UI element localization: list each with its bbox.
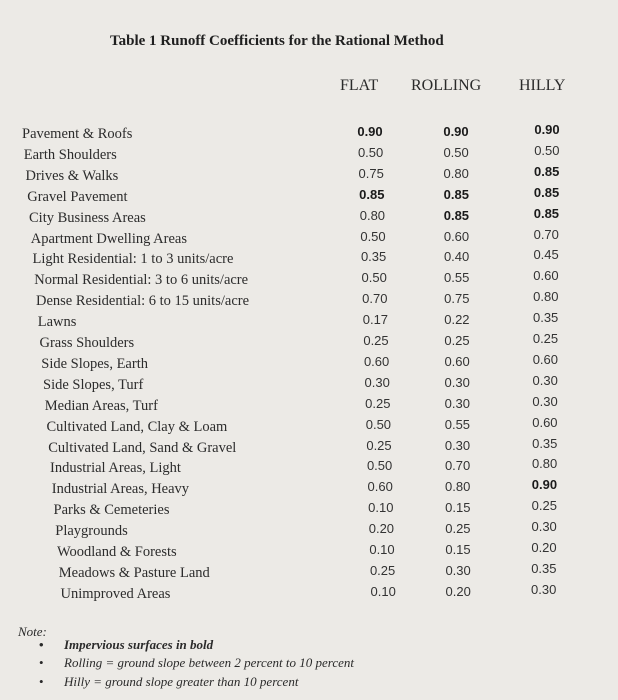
rolling-value: 0.60 (444, 353, 470, 369)
hilly-value: 0.90 (534, 122, 560, 137)
flat-value: 0.25 (363, 333, 389, 348)
flat-value: 0.60 (363, 353, 390, 369)
flat-value: 0.10 (368, 500, 394, 516)
flat-value: 0.25 (369, 562, 396, 578)
rolling-value: 0.20 (445, 583, 471, 599)
table-title: Table 1 Runoff Coefficients for the Rational Method (110, 33, 444, 49)
hilly-value: 0.70 (533, 226, 559, 242)
row-label: Gravel Pavement (27, 188, 128, 205)
row-label: Industrial Areas, Heavy (51, 481, 190, 498)
row-label: Unimproved Areas (60, 585, 171, 602)
rolling-value: 0.15 (445, 500, 471, 516)
rolling-value: 0.55 (444, 416, 471, 432)
rolling-value: 0.85 (443, 186, 469, 202)
flat-value: 0.75 (358, 165, 384, 181)
rolling-value: 0.40 (443, 249, 470, 265)
bullet-dot: • (39, 674, 44, 689)
flat-value: 0.80 (359, 207, 386, 223)
row-label: Playgrounds (55, 523, 128, 540)
note-bullet-text: Rolling = ground slope between 2 percent to 10 percent (64, 655, 355, 670)
row-label: Grass Shoulders (39, 335, 135, 351)
hilly-value: 0.80 (531, 456, 558, 472)
rolling-value: 0.22 (444, 312, 470, 328)
flat-value: 0.20 (368, 521, 395, 537)
rolling-value: 0.25 (445, 521, 471, 537)
note-bullet (39, 637, 214, 653)
flat-value: 0.50 (365, 416, 392, 432)
flat-value: 0.60 (367, 479, 393, 495)
header-flat: FLAT (340, 77, 379, 94)
flat-value: 0.50 (366, 458, 393, 474)
row-label: Normal Residential: 3 to 6 units/acre (34, 272, 249, 289)
note-bullet-text: Hilly = ground slope greater than 10 percent (64, 674, 299, 689)
note-title: Note: (18, 624, 47, 639)
note-bullet (39, 655, 355, 671)
hilly-value: 0.35 (532, 310, 559, 326)
hilly-value: 0.45 (533, 247, 559, 263)
row-label: Meadows & Pasture Land (58, 564, 210, 581)
hilly-value: 0.25 (532, 331, 559, 346)
rolling-value: 0.30 (445, 562, 471, 578)
row-label: Earth Shoulders (23, 146, 117, 163)
row-label: Cultivated Land, Clay & Loam (46, 418, 228, 435)
row-label: City Business Areas (29, 209, 146, 226)
flat-value: 0.70 (362, 291, 388, 307)
hilly-value: 0.90 (531, 477, 558, 493)
header-hilly: HILLY (519, 77, 566, 94)
hilly-value: 0.20 (531, 540, 557, 555)
flat-value: 0.50 (360, 228, 386, 244)
rolling-value: 0.50 (443, 144, 469, 160)
hilly-value: 0.30 (532, 393, 558, 409)
hilly-value: 0.35 (532, 435, 558, 451)
rolling-value: 0.30 (444, 437, 471, 453)
rolling-value: 0.90 (443, 124, 469, 139)
rolling-value: 0.25 (444, 333, 470, 348)
row-label: Side Slopes, Earth (41, 355, 148, 372)
hilly-value: 0.25 (531, 498, 557, 514)
flat-value: 0.35 (360, 249, 387, 265)
row-label: Lawns (37, 314, 77, 331)
note-bullet (39, 674, 299, 690)
flat-value: 0.17 (362, 312, 389, 328)
rolling-value: 0.30 (444, 374, 470, 390)
row-label: Side Slopes, Turf (43, 376, 144, 393)
flat-value: 0.85 (359, 186, 385, 202)
rolling-value: 0.75 (444, 291, 470, 307)
rolling-value: 0.80 (443, 165, 469, 181)
hilly-value: 0.85 (534, 163, 560, 179)
flat-value: 0.10 (370, 583, 396, 599)
hilly-value: 0.60 (533, 268, 559, 284)
hilly-value: 0.85 (533, 184, 560, 200)
row-label: Apartment Dwelling Areas (30, 230, 187, 247)
header-rolling: ROLLING (411, 77, 482, 94)
row-label: Industrial Areas, Light (50, 460, 181, 477)
hilly-value: 0.80 (533, 289, 559, 305)
row-label: Cultivated Land, Sand & Gravel (48, 439, 237, 456)
row-label: Parks & Cemeteries (53, 502, 170, 519)
flat-value: 0.90 (357, 124, 383, 139)
row-label: Dense Residential: 6 to 15 units/acre (36, 293, 250, 310)
row-label: Light Residential: 1 to 3 units/acre (32, 251, 234, 268)
hilly-value: 0.60 (532, 414, 558, 430)
hilly-value: 0.30 (531, 581, 557, 597)
flat-value: 0.50 (361, 270, 387, 286)
row-label: Median Areas, Turf (44, 397, 158, 414)
bullet-dot: • (39, 637, 44, 652)
rolling-value: 0.70 (444, 458, 471, 474)
hilly-value: 0.35 (531, 560, 557, 576)
row-label: Pavement & Roofs (22, 126, 133, 142)
flat-value: 0.50 (357, 144, 384, 160)
rolling-value: 0.80 (445, 479, 471, 495)
hilly-value: 0.50 (534, 142, 560, 158)
rolling-value: 0.30 (444, 395, 470, 411)
rolling-value: 0.55 (444, 270, 470, 286)
rolling-value: 0.60 (443, 228, 470, 244)
flat-value: 0.25 (366, 437, 392, 453)
note-bullet-text: Impervious surfaces in bold (64, 637, 214, 652)
row-label: Woodland & Forests (57, 544, 177, 560)
rolling-value: 0.85 (443, 207, 470, 223)
hilly-value: 0.30 (532, 372, 558, 388)
bullet-dot: • (39, 655, 44, 670)
flat-value: 0.30 (364, 374, 390, 390)
rolling-value: 0.15 (445, 542, 471, 557)
hilly-value: 0.85 (533, 205, 560, 221)
flat-value: 0.25 (365, 395, 391, 411)
row-label: Drives & Walks (25, 167, 119, 184)
flat-value: 0.10 (369, 542, 395, 557)
hilly-value: 0.30 (531, 519, 557, 535)
hilly-value: 0.60 (532, 351, 558, 367)
